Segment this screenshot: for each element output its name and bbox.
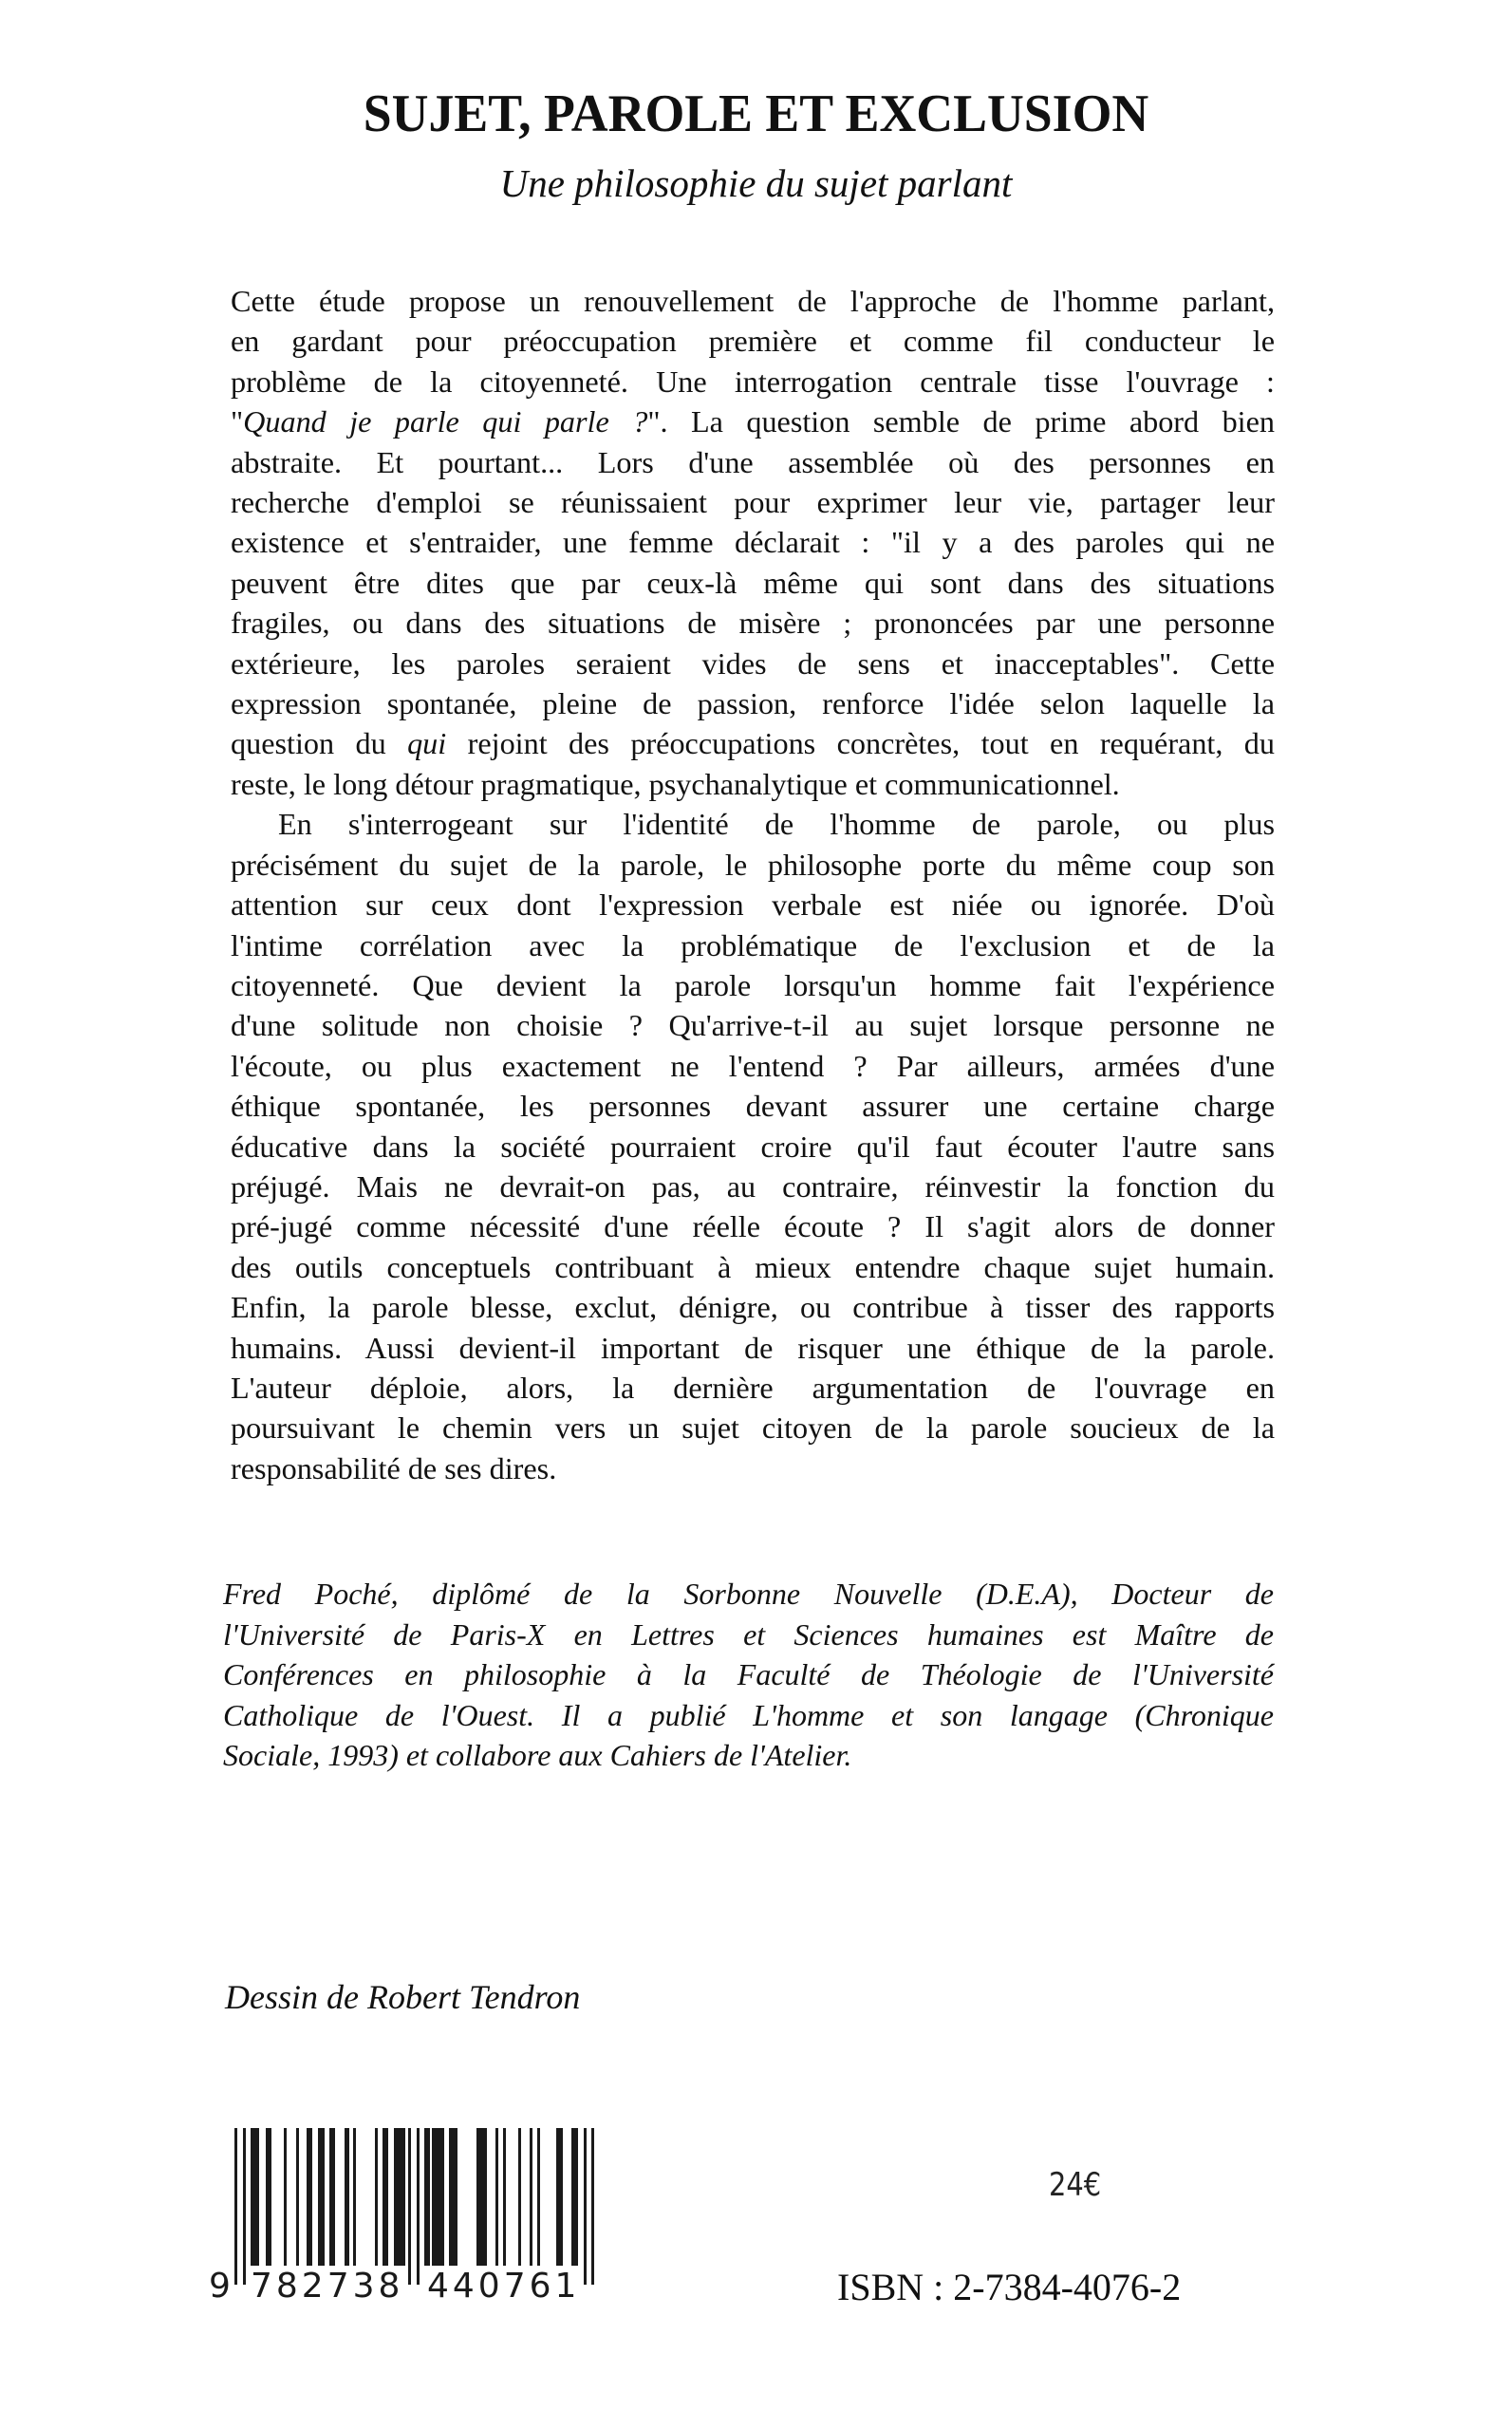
- text-line: recherche d'emploi se réunissaient pour exprimer leur vie, partager leur: [231, 485, 1275, 520]
- text-line: poursuivant le chemin vers un sujet citoyen de la parole soucieux de la: [231, 1410, 1275, 1446]
- text-line: Catholique de l'Ouest. Il a publié L'homme et son langage (Chronique: [223, 1697, 1274, 1732]
- barcode-digit-first: 9: [209, 2267, 231, 2306]
- text-line: existence et s'entraider, une femme déclarait : "il y a des paroles qui ne: [231, 525, 1275, 560]
- text-line: précisément du sujet de la parole, le philosophe porte du même coup son: [231, 847, 1275, 882]
- text-line: "Quand je parle qui parle ?". La question semble de prime abord bien: [231, 404, 1275, 439]
- text-line: Enfin, la parole blesse, exclut, dénigre, ou contribue à tisser des rapports: [231, 1290, 1275, 1325]
- text-line: l'écoute, ou plus exactement ne l'entend ? Par ailleurs, armées d'une: [231, 1048, 1275, 1083]
- text-line: extérieure, les paroles seraient vides de sens et inacceptables". Cette: [231, 645, 1275, 681]
- summary-paragraph-1: [231, 281, 1275, 804]
- text-line: question du qui rejoint des préoccupations concrètes, tout en requérant, du: [231, 726, 1275, 761]
- text-line: Conférences en philosophie à la Faculté de Théologie de l'Université: [223, 1657, 1274, 1691]
- text-line: attention sur ceux dont l'expression verbale est niée ou ignorée. D'où: [231, 887, 1275, 923]
- barcode-icon: [209, 2069, 636, 2306]
- text-line: en gardant pour préoccupation première et comme fil conducteur le: [231, 324, 1275, 359]
- text-line: éthique spontanée, les personnes devant assurer une certaine charge: [231, 1089, 1275, 1124]
- text-line: problème de la citoyenneté. Une interrogation centrale tisse l'ouvrage :: [231, 364, 1275, 399]
- text-line: l'Université de Paris-X en Lettres et Sciences humaines est Maître de: [223, 1616, 1274, 1652]
- text-line: Cette étude propose un renouvellement de l'approche de l'homme parlant,: [231, 284, 1275, 318]
- book-title: SUJET, PAROLE ET EXCLUSION: [363, 84, 1149, 143]
- text-line: citoyenneté. Que devient la parole lorsqu'un homme fait l'expérience: [231, 967, 1275, 1002]
- text-line: Sociale, 1993) et collabore aux Cahiers de l'Atelier.: [223, 1738, 852, 1772]
- text-line: fragiles, ou dans des situations de misère ; prononcées par une personne: [231, 606, 1275, 641]
- text-line: d'une solitude non choisie ? Qu'arrive-t-il au sujet lorsque personne ne: [231, 1008, 1275, 1043]
- author-bio: [223, 1574, 1274, 1776]
- barcode-digits-left: 782738: [251, 2267, 404, 2306]
- price: 24€: [1049, 2166, 1102, 2204]
- text-line: l'intime corrélation avec la problématique de l'exclusion et de la: [231, 927, 1275, 962]
- text-line: L'auteur déploie, alors, la dernière argumentation de l'ouvrage en: [231, 1370, 1275, 1405]
- text-line: pré-jugé comme nécessité d'une réelle écoute ? Il s'agit alors de donner: [231, 1209, 1275, 1244]
- illustration-credit: Dessin de Robert Tendron: [225, 1978, 581, 2016]
- book-subtitle: Une philosophie du sujet parlant: [499, 161, 1013, 205]
- text-line: éducative dans la société pourraient croire qu'il faut écouter l'autre sans: [231, 1129, 1275, 1164]
- text-line: préjugé. Mais ne devrait-on pas, au contraire, réinvestir la fonction du: [231, 1168, 1275, 1204]
- text-line: humains. Aussi devient-il important de risquer une éthique de la parole.: [231, 1330, 1275, 1365]
- barcode-digits-right: 440761: [427, 2267, 581, 2306]
- text-line: abstraite. Et pourtant... Lors d'une assemblée où des personnes en: [231, 444, 1275, 479]
- summary-paragraph-2: [231, 804, 1275, 1488]
- text-line: Fred Poché, diplômé de la Sorbonne Nouvelle (D.E.A), Docteur de: [223, 1577, 1274, 1611]
- isbn: ISBN : 2-7384-4076-2: [837, 2266, 1182, 2308]
- text-line: En s'interrogeant sur l'identité de l'homme de parole, ou plus: [278, 807, 1275, 842]
- text-line: des outils conceptuels contribuant à mieux entendre chaque sujet humain.: [231, 1249, 1275, 1284]
- text-line: reste, le long détour pragmatique, psychanalytique et communicationnel.: [231, 766, 1120, 801]
- summary-text: [231, 281, 1275, 1488]
- text-line: peuvent être dites que par ceux-là même qui sont dans des situations: [231, 565, 1275, 600]
- text-line: expression spontanée, pleine de passion, renforce l'idée selon laquelle la: [231, 686, 1275, 721]
- text-line: responsabilité de ses dires.: [231, 1450, 557, 1485]
